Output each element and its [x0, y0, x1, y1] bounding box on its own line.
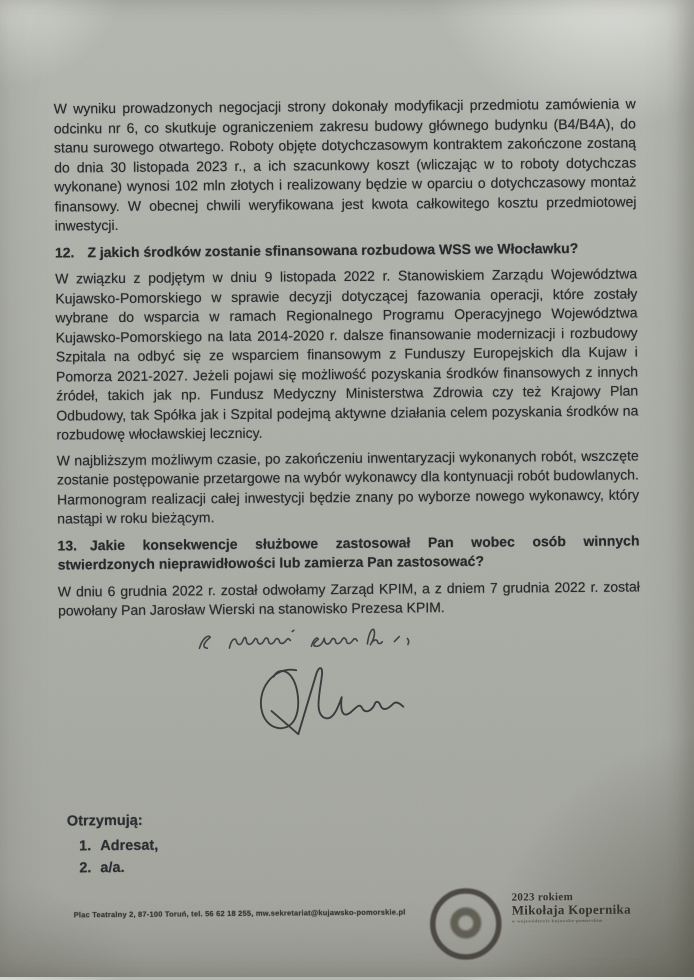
- distribution-item-number: 1.: [79, 838, 92, 855]
- signature-scribble: [245, 661, 421, 741]
- closing-handwriting: [191, 619, 471, 657]
- distribution-item-label: a/a.: [100, 859, 125, 877]
- question-13-number: 13.: [57, 536, 78, 554]
- paragraph-q13-answer: W dniu 6 grudnia 2022 r. został odwołamy Zarząd KPIM, a z dniem 7 grudnia 2022 r. został powołany Pan Jarosław Wierski na stanowisko Prezesa KPIM.: [57, 577, 640, 619]
- question-13-heading: [57, 531, 639, 575]
- handwriting-strokes: [191, 619, 471, 657]
- distribution-item-label: Adresat,: [100, 837, 159, 855]
- distribution-list: [67, 810, 159, 880]
- question-12-number: 12.: [54, 243, 75, 261]
- document-body: [54, 94, 641, 627]
- stamp-line-2: Mikołaja Kopernika: [511, 901, 631, 918]
- distribution-item-number: 2.: [79, 860, 92, 877]
- distribution-item: [67, 835, 158, 858]
- question-12-text: Z jakich środków zostanie sfinansowana rozbudowa WSS we Włocławku?: [87, 239, 579, 260]
- distribution-item: [67, 857, 158, 880]
- paragraph-q12-answer-1: W związku z podjętym w dniu 9 listopada 2022 r. Stanowiskiem Zarządu Województwa Kujawsko-Pomorskiego w sprawie decyzji dotyczącej fazowania operacji, które zostały wybrane do wsparcia w ramach Regionalnego Programu Operacyjnego Województwa Kujawsko-Pomorskiego na lata 2014-2020 r. dalsze finansowanie modernizacji i rozbudowy Szpitala na odbyć się ze wsparciem finansowym z Funduszy Europejskich dla Kujaw i Pomorza 2021-2027. Jeżeli pojawi się możliwość pozyskania środków finansowych z innych źródeł, takich jak np. Fundusz Medyczny Ministerstwa Zdrowia czy też Krajowy Plan Odbudowy, tak Spółka jak i Szpital podejmą aktywne działania celem pozyskania środków na rozbudowę włocławskiej lecznicy.: [55, 265, 639, 443]
- question-13-text: Jakie konsekwencje służbowe zastosował Pan wobec osób winnych stwierdzonych nieprawidłowości lub zamierza Pan zastosować?: [57, 531, 640, 573]
- stamp-text: [512, 891, 631, 925]
- footer-contact-line: Plac Teatralny 2, 87-100 Toruń, tel. 56 62 18 255, mw.sekretariat@kujawsko-pomorskie.pl: [73, 907, 406, 920]
- paragraph-intro: W wyniku prowadzonych negocjacji strony dokonały modyfikacji przedmiotu zamówienia w odcinku nr 6, co skutkuje ograniczeniem zakresu budowy głównego budynku (B4/B4A), do stanu surowego otwartego. Roboty objęte dotychczasowym kontraktem zakończone zostaną do dnia 30 listopada 2023 r., a ich szacunkowy koszt (wliczając w to roboty dotychczas wykonane) wynosi 102 mln złotych i realizowany będzie w oparciu o dotychczasowy montaż finansowy. W obecnej chwili weryfikowana jest kwota całkowitego kosztu przedmiotowej inwestycji.: [53, 95, 637, 234]
- question-12-heading: [55, 238, 637, 263]
- copernicus-year-stamp: [426, 882, 687, 962]
- copernicus-orbit-icon: [426, 884, 505, 963]
- paragraph-q12-answer-2: W najbliższym możliwym czasie, po zakończeniu inwentaryzacji wykonanych robót, wszczęte zostanie postępowanie przetargowe na wybór wykonawcy dla kontynuacji robót budowlanych. Harmonogram realizacji całej inwestycji będzie znany po wyborze nowego wykonawcy, który nastąpi w roku bieżącym.: [56, 446, 640, 527]
- distribution-title: Otrzymują:: [66, 812, 143, 830]
- stamp-line-1: 2023 rokiem: [511, 891, 574, 904]
- signature-strokes: [245, 661, 421, 741]
- stamp-line-3: w województwie kujawsko-pomorskim: [511, 917, 603, 924]
